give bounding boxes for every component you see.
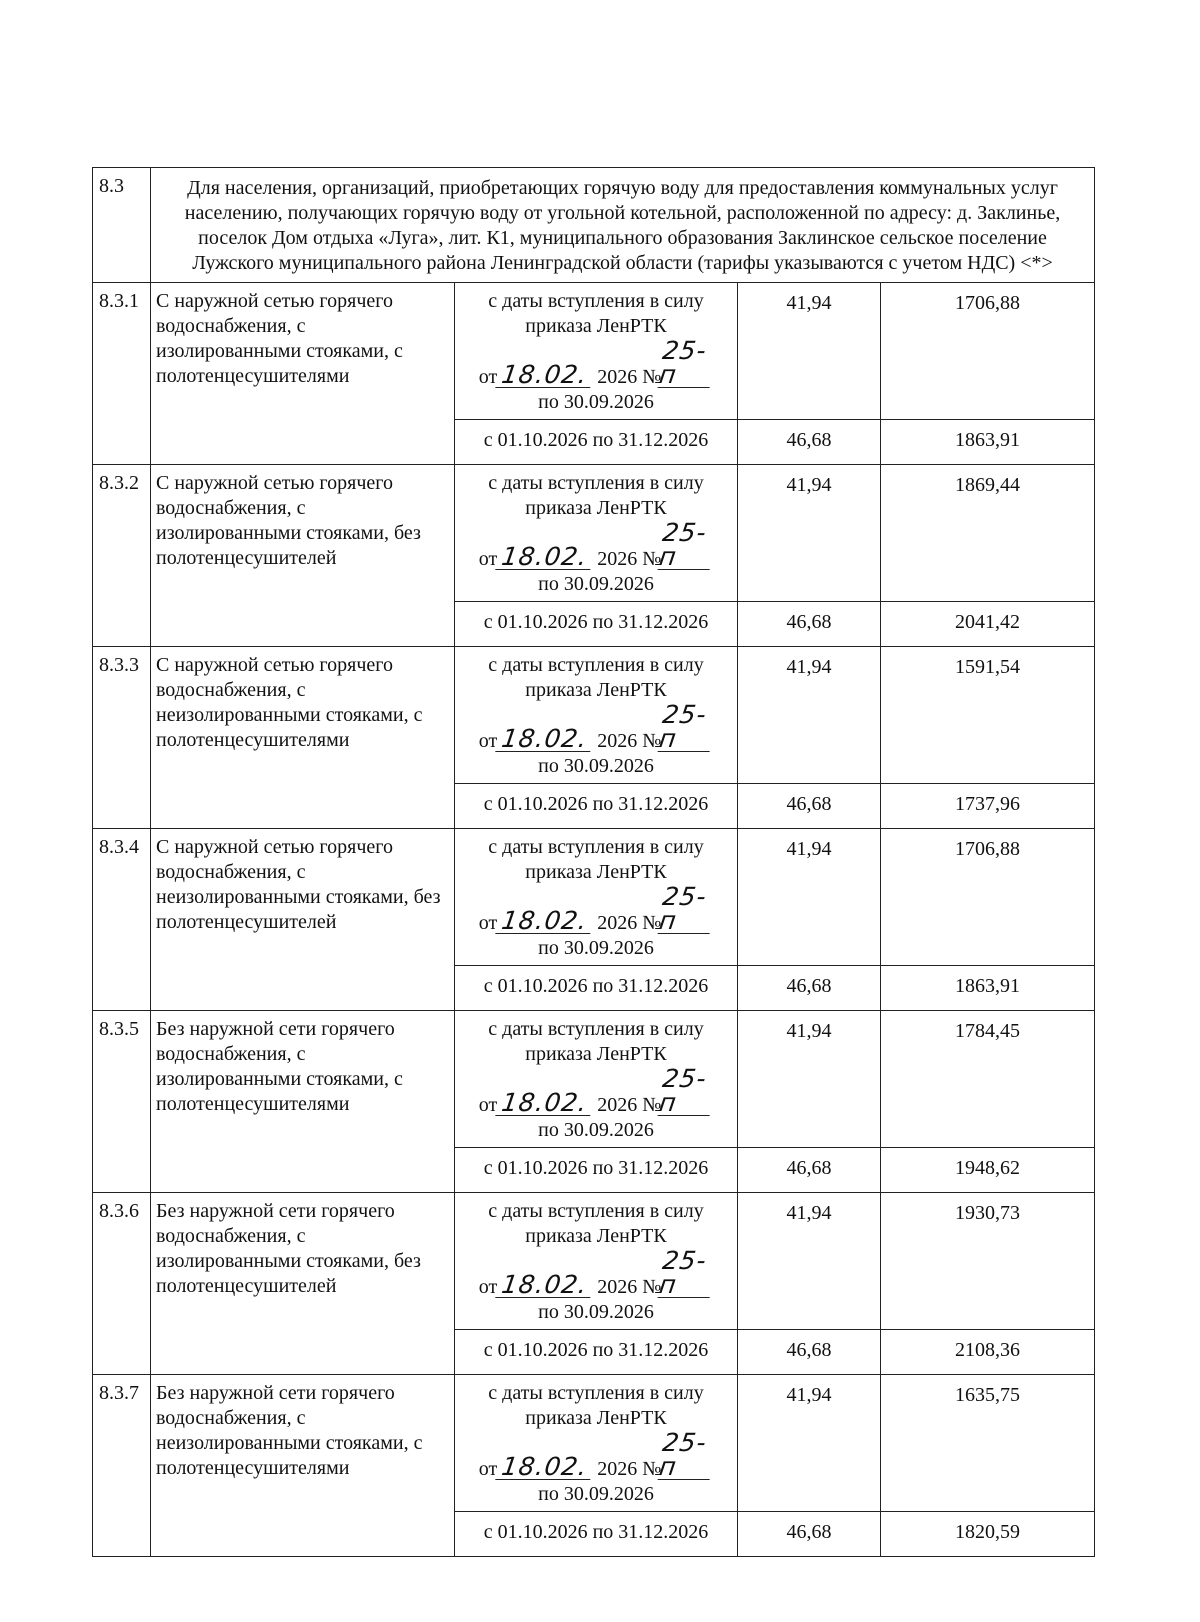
order-year: 2026 № [597, 548, 662, 570]
order-line-3 [460, 700, 732, 754]
period-2: с 01.10.2026 по 31.12.2026 [455, 1330, 738, 1375]
handwritten-number: 25-п [658, 1249, 717, 1298]
value-1a: 41,94 [738, 1011, 881, 1148]
value-1b: 1784,45 [881, 1011, 1095, 1148]
value-1b: 1635,75 [881, 1375, 1095, 1512]
value-2b: 1863,91 [881, 966, 1095, 1011]
value-2a: 46,68 [738, 1330, 881, 1375]
order-line-2: приказа ЛенРТК [525, 679, 667, 701]
row-description: Без наружной сети горячего водоснабжения, с изолированными стояками, с полотенцесушителями [151, 1011, 455, 1193]
order-line-2: приказа ЛенРТК [525, 1043, 667, 1065]
order-line-3 [460, 518, 732, 572]
order-from: от [478, 1094, 498, 1116]
handwritten-date: 18.02. [495, 545, 594, 570]
period-2: с 01.10.2026 по 31.12.2026 [455, 966, 738, 1011]
value-1a: 41,94 [738, 647, 881, 784]
handwritten-number: 25-п [658, 885, 717, 934]
value-2a: 46,68 [738, 602, 881, 647]
tariff-table [92, 167, 1095, 1557]
row-description: С наружной сетью горячего водоснабжения, с изолированными стояками, с полотенцесушителями [151, 283, 455, 465]
order-line-3 [460, 336, 732, 390]
order-year: 2026 № [597, 912, 662, 934]
period-1 [455, 1011, 738, 1148]
value-2a: 46,68 [738, 784, 881, 829]
handwritten-number: 25-п [658, 703, 717, 752]
handwritten-date: 18.02. [495, 1455, 594, 1480]
order-line-4: по 30.09.2026 [538, 1483, 654, 1505]
order-line-4: по 30.09.2026 [538, 1301, 654, 1323]
order-line-2: приказа ЛенРТК [525, 315, 667, 337]
period-1 [455, 647, 738, 784]
order-line-2: приказа ЛенРТК [525, 1407, 667, 1429]
order-year: 2026 № [597, 730, 662, 752]
row-description: С наружной сетью горячего водоснабжения, с изолированными стояками, без полотенцесушителей [151, 465, 455, 647]
handwritten-date: 18.02. [495, 1091, 594, 1116]
value-2b: 2108,36 [881, 1330, 1095, 1375]
value-1b: 1706,88 [881, 283, 1095, 420]
handwritten-date: 18.02. [495, 1273, 594, 1298]
order-line-1: с даты вступления в силу [488, 836, 704, 858]
period-2: с 01.10.2026 по 31.12.2026 [455, 1512, 738, 1557]
order-line-4: по 30.09.2026 [538, 391, 654, 413]
value-1a: 41,94 [738, 465, 881, 602]
order-line-3 [460, 882, 732, 936]
section-header-row [93, 168, 1095, 283]
tariff-row [93, 283, 1095, 420]
handwritten-date: 18.02. [495, 727, 594, 752]
period-2: с 01.10.2026 по 31.12.2026 [455, 602, 738, 647]
handwritten-date: 18.02. [495, 363, 594, 388]
value-2b: 1863,91 [881, 420, 1095, 465]
order-year: 2026 № [597, 1458, 662, 1480]
order-line-1: с даты вступления в силу [488, 1200, 704, 1222]
value-2b: 1948,62 [881, 1148, 1095, 1193]
row-description: Без наружной сети горячего водоснабжения, с неизолированными стояками, с полотенцесушителями [151, 1375, 455, 1557]
row-number: 8.3.3 [93, 647, 151, 829]
order-year: 2026 № [597, 366, 662, 388]
tariff-row [93, 829, 1095, 966]
row-number: 8.3.7 [93, 1375, 151, 1557]
row-description: С наружной сетью горячего водоснабжения, с неизолированными стояками, с полотенцесушителями [151, 647, 455, 829]
value-1a: 41,94 [738, 1193, 881, 1330]
section-number: 8.3 [93, 168, 151, 283]
handwritten-number: 25-п [658, 1067, 717, 1116]
order-line-1: с даты вступления в силу [488, 1382, 704, 1404]
order-line-4: по 30.09.2026 [538, 937, 654, 959]
value-1a: 41,94 [738, 1375, 881, 1512]
order-line-1: с даты вступления в силу [488, 1018, 704, 1040]
order-line-3 [460, 1246, 732, 1300]
tariff-row [93, 1011, 1095, 1148]
tariff-row [93, 647, 1095, 784]
order-line-2: приказа ЛенРТК [525, 497, 667, 519]
value-2b: 2041,42 [881, 602, 1095, 647]
value-1b: 1869,44 [881, 465, 1095, 602]
tariff-row [93, 1375, 1095, 1512]
period-1 [455, 283, 738, 420]
row-number: 8.3.6 [93, 1193, 151, 1375]
row-number: 8.3.5 [93, 1011, 151, 1193]
order-from: от [478, 912, 498, 934]
period-2: с 01.10.2026 по 31.12.2026 [455, 784, 738, 829]
order-year: 2026 № [597, 1094, 662, 1116]
value-2a: 46,68 [738, 420, 881, 465]
order-from: от [478, 1276, 498, 1298]
value-2b: 1737,96 [881, 784, 1095, 829]
order-line-4: по 30.09.2026 [538, 755, 654, 777]
value-1b: 1591,54 [881, 647, 1095, 784]
row-description: Без наружной сети горячего водоснабжения, с изолированными стояками, без полотенцесушителей [151, 1193, 455, 1375]
order-line-1: с даты вступления в силу [488, 472, 704, 494]
row-number: 8.3.4 [93, 829, 151, 1011]
order-line-4: по 30.09.2026 [538, 1119, 654, 1141]
order-line-1: с даты вступления в силу [488, 290, 704, 312]
value-1a: 41,94 [738, 283, 881, 420]
section-title: Для населения, организаций, приобретающих горячую воду для предоставления коммунальных услуг населению, получающих горячую воду от угольной котельной, расположенной по адресу: д. Заклинье, поселок Дом отдыха «Луга», лит. К1, муниципального образования Заклинское сельское поселение Лужского муниципального района Ленинградской области (тарифы указываются с учетом НДС) <*> [151, 168, 1095, 283]
value-1b: 1706,88 [881, 829, 1095, 966]
value-2a: 46,68 [738, 1148, 881, 1193]
value-2a: 46,68 [738, 966, 881, 1011]
value-2b: 1820,59 [881, 1512, 1095, 1557]
period-1 [455, 465, 738, 602]
value-1a: 41,94 [738, 829, 881, 966]
order-from: от [478, 1458, 498, 1480]
period-1 [455, 1375, 738, 1512]
order-from: от [478, 730, 498, 752]
row-number: 8.3.1 [93, 283, 151, 465]
tariff-row [93, 465, 1095, 602]
handwritten-number: 25-п [658, 1431, 717, 1480]
period-1 [455, 1193, 738, 1330]
order-line-3 [460, 1064, 732, 1118]
period-2: с 01.10.2026 по 31.12.2026 [455, 420, 738, 465]
order-from: от [478, 548, 498, 570]
handwritten-date: 18.02. [495, 909, 594, 934]
order-line-3 [460, 1428, 732, 1482]
order-line-4: по 30.09.2026 [538, 573, 654, 595]
order-line-2: приказа ЛенРТК [525, 1225, 667, 1247]
order-line-2: приказа ЛенРТК [525, 861, 667, 883]
order-year: 2026 № [597, 1276, 662, 1298]
row-description: С наружной сетью горячего водоснабжения, с неизолированными стояками, без полотенцесушителей [151, 829, 455, 1011]
row-number: 8.3.2 [93, 465, 151, 647]
value-1b: 1930,73 [881, 1193, 1095, 1330]
handwritten-number: 25-п [658, 339, 717, 388]
order-from: от [478, 366, 498, 388]
handwritten-number: 25-п [658, 521, 717, 570]
period-2: с 01.10.2026 по 31.12.2026 [455, 1148, 738, 1193]
period-1 [455, 829, 738, 966]
value-2a: 46,68 [738, 1512, 881, 1557]
order-line-1: с даты вступления в силу [488, 654, 704, 676]
tariff-row [93, 1193, 1095, 1330]
